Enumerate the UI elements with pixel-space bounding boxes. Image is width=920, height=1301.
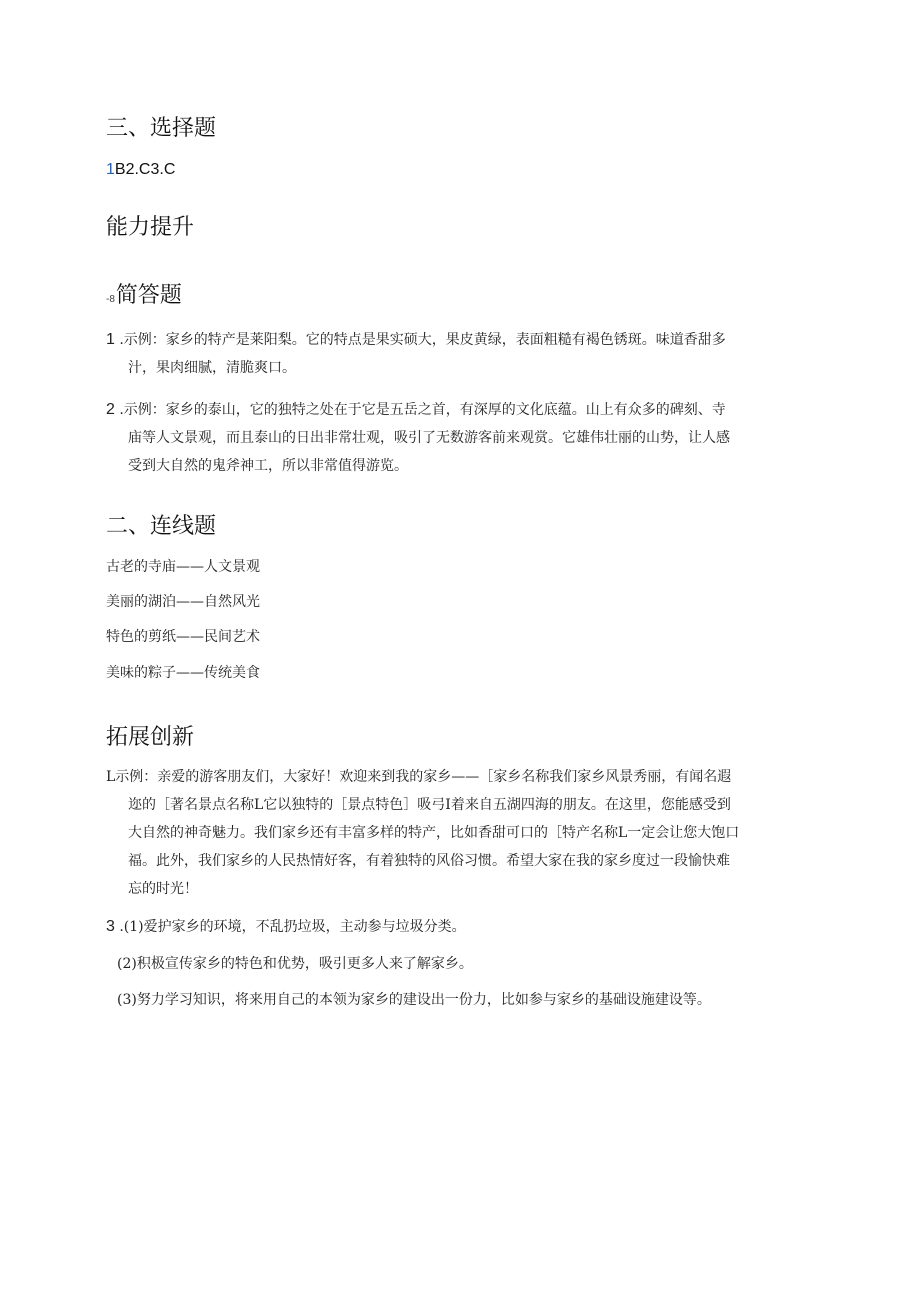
extend-q3-line-3: (3)努力学习知识，将来用自己的本领为家乡的建设出一份力，比如参与家乡的基础设施建设等。 [117, 992, 711, 1008]
ability-section-title: 能力提升 [106, 215, 195, 240]
matching-item-3: 特色的剪纸——民间艺术 [106, 629, 260, 645]
short-q1-line-2: 汁，果肉细腻，清脆爽口。 [128, 360, 296, 376]
short-q2-line-2: 庙等人文景观，而且泰山的日出非常壮观，吸引了无数游客前来观赏。它雄伟壮丽的山势，让人感 [128, 430, 730, 446]
short-q1-number: 1 [106, 331, 115, 348]
choice-answer-first: 1 [106, 161, 115, 178]
short-q2-line-1 [106, 401, 826, 419]
short-q2-text-1: .示例：家乡的泰山，它的独特之处在于它是五岳之首，有深厚的文化底蕴。山上有众多的碑刻、寺 [114, 402, 726, 418]
short-q2-line-3: 受到大自然的鬼斧神工，所以非常值得游览。 [128, 458, 408, 474]
short-q2-number: 2 [106, 401, 115, 418]
extend-q3-number: 3 [106, 918, 115, 935]
extend-p1-line-3: 大自然的神奇魅力。我们家乡还有丰富多样的特产，比如香甜可口的［特产名称L一定会让您大饱口 [128, 825, 740, 841]
extend-p1-line-2: 迩的［著名景点名称L它以独特的［景点特色］吸弓I着来自五湖四海的朋友。在这里，您能感受到 [128, 797, 731, 813]
choice-answer-rest: B2.C3.C [114, 161, 176, 178]
short-answer-prefix: -8 [106, 294, 115, 305]
matching-section-title: 二、连线题 [106, 514, 217, 539]
extend-q3-line-2: (2)积极宣传家乡的特色和优势，吸引更多人来了解家乡。 [117, 956, 473, 972]
matching-item-1: 古老的寺庙——人文景观 [106, 559, 260, 575]
extend-section-title: 拓展创新 [106, 725, 195, 750]
extend-p1-line-4: 福。此外，我们家乡的人民热情好客，有着独特的风俗习惯。希望大家在我的家乡度过一段愉快难 [128, 853, 730, 869]
short-q1-line-1 [106, 331, 826, 349]
matching-item-4: 美味的粽子——传统美食 [106, 665, 260, 681]
short-answer-section-title [106, 282, 182, 314]
short-answer-title-text: 简答题 [115, 283, 182, 308]
matching-item-2: 美丽的湖泊——自然风光 [106, 594, 260, 610]
extend-q3-text-1: .(1)爱护家乡的环境，不乱扔垃圾，主动参与垃圾分类。 [114, 919, 466, 935]
extend-p1-line-1: L示例：亲爱的游客朋友们，大家好！欢迎来到我的家乡——［家乡名称我们家乡风景秀丽，有闻名遐 [106, 769, 732, 785]
extend-p1-line-5: 忘的时光！ [128, 881, 198, 897]
short-q1-text-1: .示例：家乡的特产是莱阳梨。它的特点是果实硕大，果皮黄绿，表面粗糙有褐色锈斑。味道香甜多 [114, 332, 726, 348]
choice-section-title: 三、选择题 [106, 116, 217, 141]
extend-q3-line-1 [106, 918, 826, 936]
choice-answers [106, 160, 175, 180]
